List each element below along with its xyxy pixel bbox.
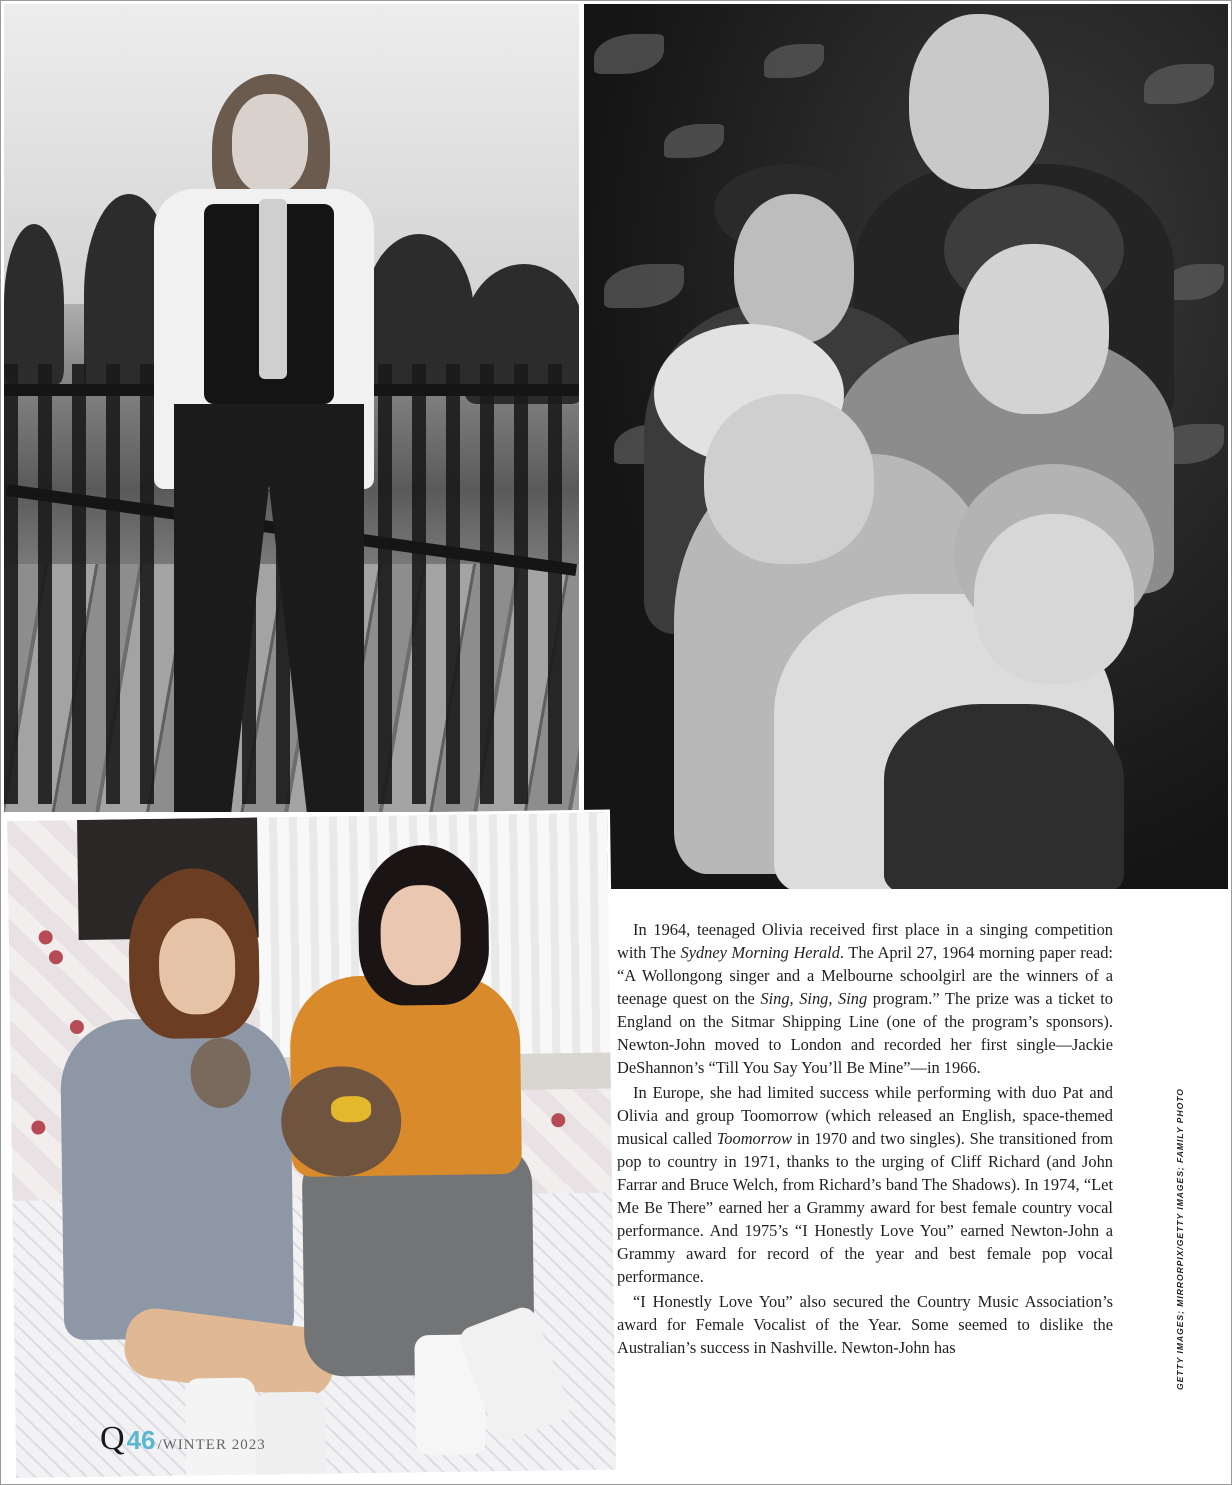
- article-paragraph-3: [617, 1290, 1113, 1359]
- photo-family: [584, 4, 1228, 889]
- photo1-tie: [259, 199, 287, 379]
- photo2-father-head: [909, 14, 1049, 189]
- photo3-yellow-bow: [331, 1096, 371, 1123]
- article-paragraph-2: [617, 1081, 1113, 1288]
- page-folio: [100, 1420, 266, 1458]
- text-run: In 1964, teenaged Olivia received first place in a singing competition with The: [617, 920, 1113, 962]
- photo3-girl1-face: [158, 918, 235, 1015]
- photo-credit: GETTY IMAGES; MIRRORPIX/GETTY IMAGES; FAMILY PHOTO: [1175, 1088, 1185, 1390]
- text-run: in 1970 and two singles). She transitioned from pop to country in 1971, thanks to the urging of Cliff Richard (and John Farrar and Bruce Welch, from Richard’s band The Shadows). In 1974, “Let Me Be There” earned her a Grammy award for best female country vocal performance. And 1975’s “I Honestly Love You” earned Newton-John a Grammy award for record of the year and best female pop vocal performance.: [617, 1129, 1113, 1286]
- article-body: [617, 918, 1113, 1361]
- photo2-daughter-head: [704, 394, 874, 564]
- issue-season: /WINTER 2023: [157, 1437, 266, 1453]
- photo3-white-boot: [255, 1392, 326, 1481]
- photo2-leaf: [594, 34, 664, 74]
- photo1-person: [154, 74, 384, 812]
- text-run: program.” The prize was a ticket to England on the Sitmar Shipping Line (one of the program’s sponsors). Newton-John moved to London and recorded her first single—Jackie DeShannon’s “Till You Say You’ll Be Mine”—in 1966.: [617, 989, 1114, 1077]
- photo2-girl-head: [974, 514, 1134, 684]
- photo2-leaf: [664, 124, 724, 158]
- photo3-grey-dress: [60, 1017, 294, 1340]
- photo1-face: [232, 94, 308, 194]
- photo2-leaf: [604, 264, 684, 308]
- text-run: In Europe, she had limited success while performing with duo Pat and Olivia and group Toomorrow (which released an English, space-themed musical called: [617, 1083, 1113, 1148]
- photo3-wallpaper-flower: [551, 1113, 565, 1127]
- photo3-wallpaper-flower: [39, 930, 53, 944]
- text-run: “I Honestly Love You” also secured the Country Music Association’s award for Female Vocalist of the Year. Some seemed to dislike the Australian’s success in Nashville. Newton-John has: [617, 1292, 1113, 1357]
- photo-woman-at-fence: [4, 4, 579, 812]
- page-number: 46: [126, 1425, 156, 1455]
- italic-title: Sydney Morning Herald: [680, 943, 840, 962]
- italic-title: Sing, Sing, Sing: [760, 989, 868, 1008]
- photo2-mother-head: [959, 244, 1109, 414]
- photo2-girl-skirt: [884, 704, 1124, 889]
- article-paragraph-1: [617, 918, 1113, 1079]
- italic-title: Toomorrow: [716, 1129, 792, 1148]
- photo2-leaf: [1144, 64, 1214, 104]
- folio-mark: Q: [100, 1420, 125, 1457]
- photo3-wallpaper-flower: [31, 1120, 45, 1134]
- photo2-leaf: [764, 44, 824, 78]
- photo2-son-head: [734, 194, 854, 344]
- photo3-wallpaper-flower: [49, 950, 63, 964]
- photo1-pants: [174, 404, 364, 812]
- text-run: . The April 27, 1964 morning paper read: “A Wollongong singer and a Melbourne schoolgirl are the winners of a teenage quest on the: [617, 943, 1113, 1008]
- photo-two-girls-color: [4, 810, 619, 1481]
- photo1-tree: [4, 224, 64, 384]
- photo3-wallpaper-flower: [70, 1020, 84, 1034]
- photo3-girl2-face: [380, 885, 461, 986]
